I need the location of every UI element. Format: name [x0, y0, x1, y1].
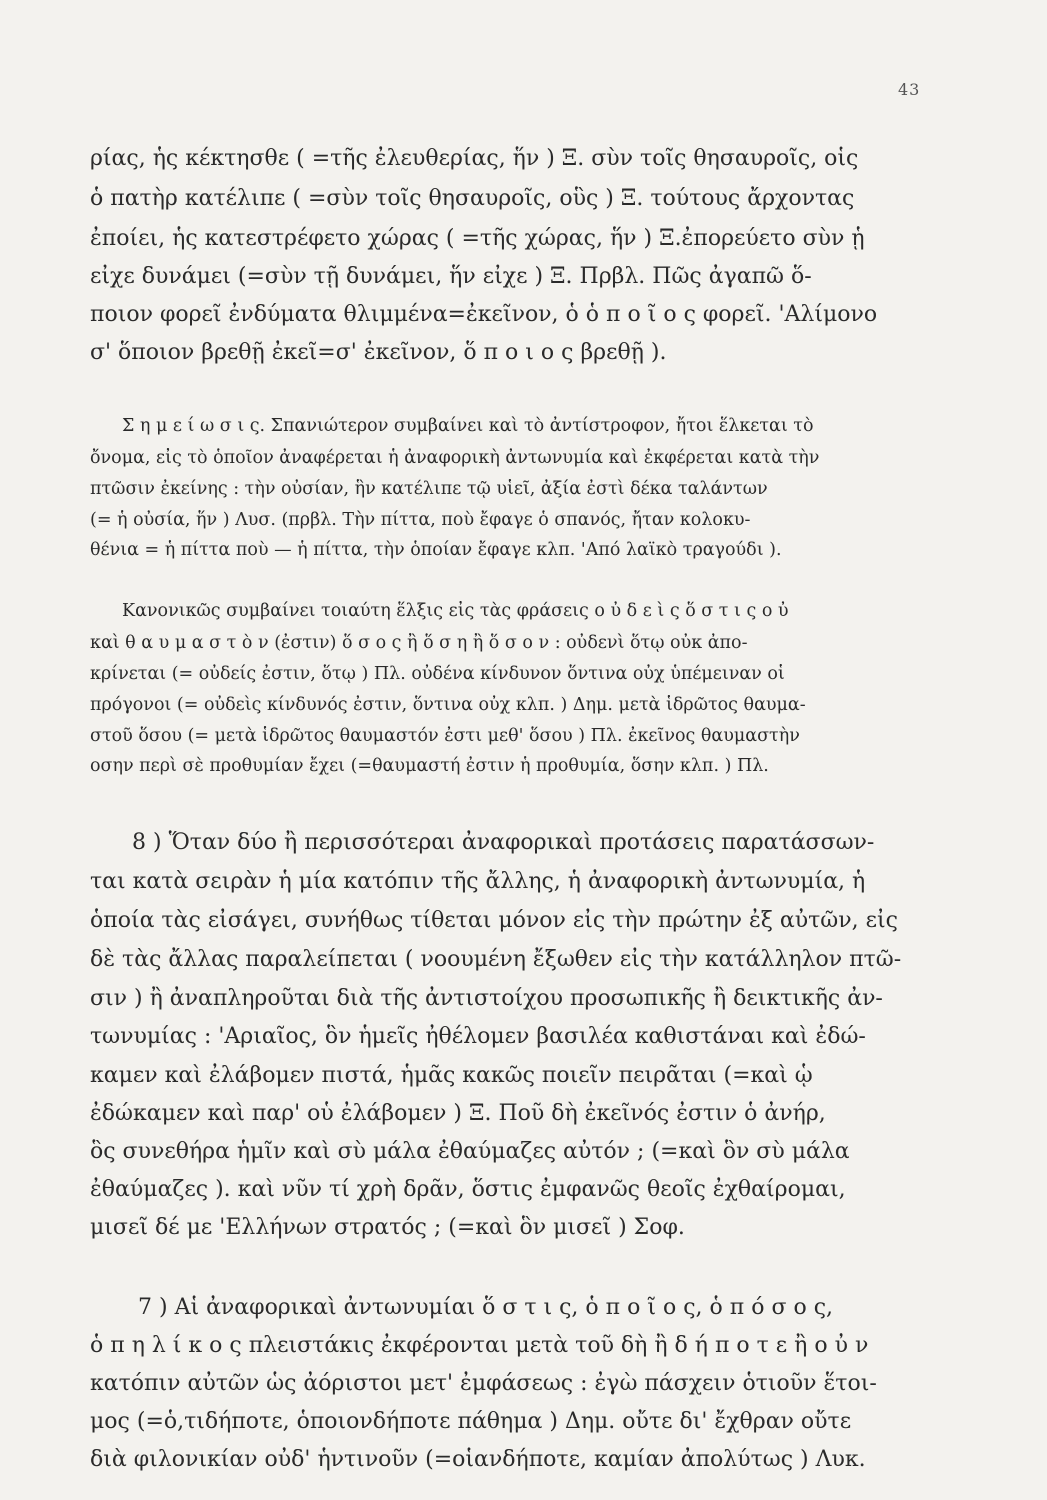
text-line: ρίας, ἧς κέκτησθε ( =τῆς ἐλευθερίας, ἥν ) Ξ. σὺν τοῖς θησαυροῖς, οἷς	[90, 146, 859, 171]
page-number: 43	[898, 80, 921, 99]
text-line: μος (=ὁ,τιδήποτε, ὁποιονδήποτε πάθημα ) Δημ. οὔτε δι' ἔχθραν οὔτε	[90, 1409, 852, 1434]
note-line: οσην περὶ σὲ προθυμίαν ἔχει (=θαυμαστή ἐστιν ἡ προθυμία, ὅσην κλπ. ) Πλ.	[90, 756, 769, 776]
note-line: Σ η μ ε ί ω σ ι ς. Σπανιώτερον συμβαίνει καὶ τὸ ἀντίστροφον, ἤτοι ἕλκεται τὸ	[122, 416, 814, 436]
text-line: σιν ) ἢ ἀναπληροῦται διὰ τῆς ἀντιστοίχου προσωπικῆς ἢ δεικτικῆς ἀν-	[90, 986, 883, 1011]
text-line: ὁ π η λ ί κ ο ς πλειστάκις ἐκφέρονται μετὰ τοῦ δὴ ἢ δ ή π ο τ ε ἢ ο ὖ ν	[90, 1333, 869, 1358]
text-line: δὲ τὰς ἄλλας παραλείπεται ( νοουμένη ἔξωθεν εἰς τὴν κατάλληλον πτῶ-	[90, 947, 902, 972]
text-line: ὁ πατὴρ κατέλιπε ( =σὺν τοῖς θησαυροῖς, οὓς ) Ξ. τούτους ἄρχοντας	[90, 186, 855, 211]
text-line: κατόπιν αὐτῶν ὡς ἀόριστοι μετ' ἐμφάσεως : ἐγὼ πάσχειν ὁτιοῦν ἕτοι-	[90, 1371, 877, 1396]
note-line: Κανονικῶς συμβαίνει τοιαύτη ἕλξις εἰς τὰς φράσεις ο ὐ δ ε ὶ ς ὅ σ τ ι ς ο ὐ	[122, 601, 789, 621]
text-line: μισεῖ δέ με 'Ελλήνων στρατός ; (=καὶ ὃν μισεῖ ) Σοφ.	[90, 1215, 685, 1240]
text-line: ται κατὰ σειρὰν ἡ μία κατόπιν τῆς ἄλλης, ἡ ἀναφορικὴ ἀντωνυμία, ἡ	[90, 869, 866, 894]
text-line: ὁποία τὰς εἰσάγει, συνήθως τίθεται μόνον εἰς τὴν πρώτην ἐξ αὐτῶν, εἰς	[90, 908, 898, 933]
text-line: καμεν καὶ ἐλάβομεν πιστά, ἡμᾶς κακῶς ποιεῖν πειρᾶται (=καὶ ᾧ	[90, 1063, 813, 1088]
text-line: σ' ὅποιον βρεθῇ ἐκεῖ=σ' ἐκεῖνον, ὅ π ο ι ο ς βρεθῇ ).	[90, 340, 667, 365]
text-line: 8 ) Ὅταν δύο ἢ περισσότεραι ἀναφορικαὶ προτάσεις παρατάσσων-	[132, 830, 875, 855]
text-line: ἐποίει, ἧς κατεστρέφετο χώρας ( =τῆς χώρας, ἥν ) Ξ.ἐπορεύετο σὺν ᾗ	[90, 226, 865, 251]
text-line: ποιον φορεῖ ἐνδύματα θλιμμένα=ἐκεῖνον, ὁ ὁ π ο ῖ ο ς φορεῖ. 'Αλίμονο	[90, 302, 878, 327]
text-line: διὰ φιλονικίαν οὐδ' ἡντινοῦν (=οἱανδήποτε, καμίαν ἀπολύτως ) Λυκ.	[90, 1447, 866, 1472]
text-line: ὃς συνεθήρα ἡμῖν καὶ σὺ μάλα ἐθαύμαζες αὐτόν ; (=καὶ ὃν σὺ μάλα	[90, 1139, 850, 1164]
text-line: ἐθαύμαζες ). καὶ νῦν τί χρὴ δρᾶν, ὅστις ἐμφανῶς θεοῖς ἐχθαίρομαι,	[90, 1177, 846, 1202]
note-line: κρίνεται (= οὐδείς ἐστιν, ὅτῳ ) Πλ. οὐδένα κίνδυνον ὅντινα οὐχ ὑπέμειναν οἱ	[90, 664, 785, 684]
note-line: καὶ θ α υ μ α σ τ ὸ ν (ἐστιν) ὅ σ ο ς ἢ ὅ σ η ἢ ὅ σ ο ν : οὐδενὶ ὅτῳ οὐκ ἀπο-	[90, 633, 748, 653]
note-line: (= ἡ οὐσία, ἥν ) Λυσ. (πρβλ. Τὴν πίττα, ποὺ ἔφαγε ὁ σπανός, ἤταν κολοκυ-	[90, 510, 751, 530]
note-line: πρόγονοι (= οὐδεὶς κίνδυνός ἐστιν, ὅντινα οὐχ κλπ. ) Δημ. μετὰ ἱδρῶτος θαυμα-	[90, 695, 806, 715]
note-line: πτῶσιν ἐκείνης : τὴν οὐσίαν, ἣν κατέλιπε τῷ υἱεῖ, ἀξία ἐστὶ δέκα ταλάντων	[90, 479, 768, 499]
note-line: θένια = ἡ πίττα ποὺ — ἡ πίττα, τὴν ὁποίαν ἔφαγε κλπ. 'Από λαϊκὸ τραγούδι ).	[90, 540, 782, 560]
text-line: 7 ) Αἱ ἀναφορικαὶ ἀντωνυμίαι ὅ σ τ ι ς, ὁ π ο ῖ ο ς, ὁ π ό σ ο ς,	[138, 1295, 834, 1320]
note-line: ὄνομα, εἰς τὸ ὁποῖον ἀναφέρεται ἡ ἀναφορικὴ ἀντωνυμία καὶ ἐκφέρεται κατὰ τὴν	[90, 448, 820, 468]
text-line: τωνυμίας : 'Αριαῖος, ὃν ἡμεῖς ἠθέλομεν βασιλέα καθιστάναι καὶ ἐδώ-	[90, 1024, 866, 1049]
note-line: στοῦ ὅσου (= μετὰ ἱδρῶτος θαυμαστόν ἐστι μεθ' ὅσου ) Πλ. ἐκεῖνος θαυμαστὴν	[90, 726, 800, 746]
text-line: ἐδώκαμεν καὶ παρ' οὗ ἐλάβομεν ) Ξ. Ποῦ δὴ ἐκεῖνός ἐστιν ὁ ἀνήρ,	[90, 1101, 826, 1126]
text-line: εἶχε δυνάμει (=σὺν τῇ δυνάμει, ἥν εἶχε ) Ξ. Πρβλ. Πῶς ἀγαπῶ ὅ-	[90, 264, 812, 289]
